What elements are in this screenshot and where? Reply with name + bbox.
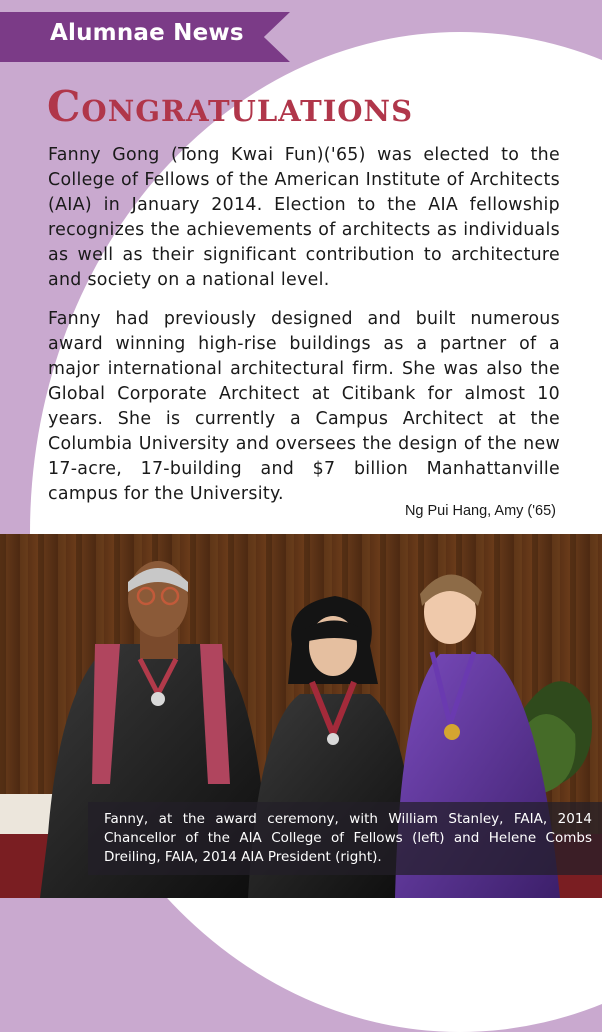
- paragraph-2: Fanny had previously designed and built numerous award winning high-rise buildings as a partner of a major international architectural firm. She was also the Global Corporate Architect at Citibank for almost 10 years. She is currently a Campus Architect at the Columbia University and oversees the design of the new 17-acre, 17-building and $7 billion Manhattanville campus for the University.: [48, 309, 560, 504]
- headline: Congratulations: [47, 82, 414, 131]
- photo-caption-box: [88, 802, 602, 875]
- article-body: [48, 143, 560, 507]
- byline: Ng Pui Hang, Amy ('65): [404, 503, 556, 519]
- photo-caption: Fanny, at the award ceremony, with William Stanley, FAIA, 2014 Chancellor of the AIA College of Fellows (left) and Helene Combs Dreiling, FAIA, 2014 AIA President (right).: [104, 811, 592, 865]
- section-label: Alumnae News: [50, 20, 244, 46]
- paragraph-1: Fanny Gong (Tong Kwai Fun)('65) was elected to the College of Fellows of the American Institute of Architects (AIA) in January 2014. Election to the AIA fellowship recognizes the achievements of architects as individuals as well as their significant contribution to architecture and society on a national level.: [48, 145, 560, 290]
